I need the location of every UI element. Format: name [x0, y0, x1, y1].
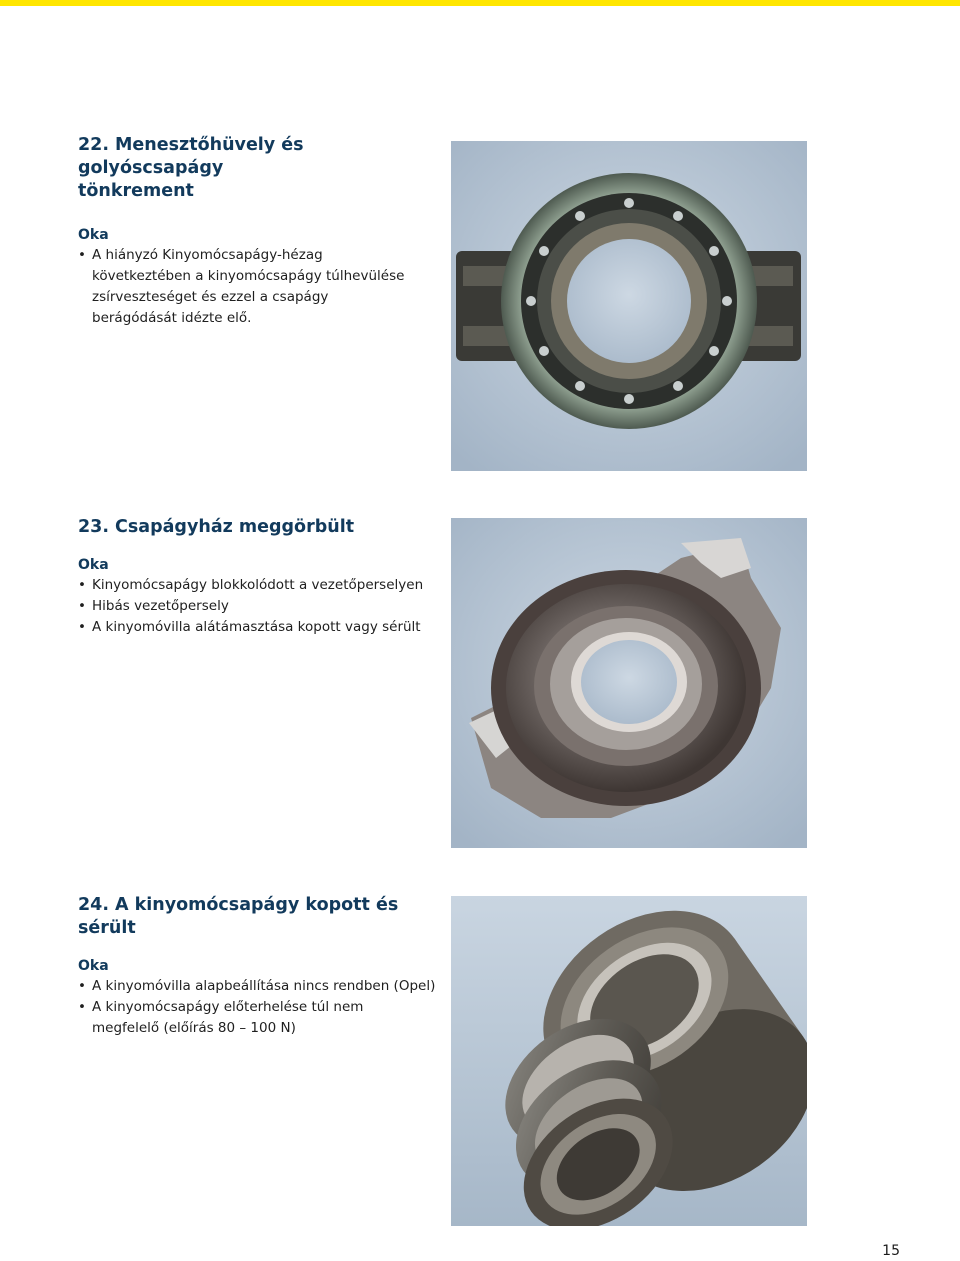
section-22-title-line1: Menesztőhüvely és golyóscsapágy: [78, 135, 304, 178]
section-23: [78, 516, 438, 638]
section-24-title-line1: A kinyomócsapágy kopott és sérült: [78, 895, 399, 938]
page-number: 15: [882, 1243, 900, 1259]
section-24-bullets: [78, 976, 448, 1039]
section-23-cause-label: Oka: [78, 557, 109, 573]
section-23-bullets: [78, 575, 438, 638]
bearing-with-balls-image: [451, 141, 807, 471]
section-23-number: 23.: [78, 517, 110, 537]
section-24-number: 24.: [78, 895, 110, 915]
worn-bearing-photo: [451, 896, 807, 1226]
section-23-title: [78, 516, 438, 539]
section-22-bullet-1: • A hiányzó Kinyomócsapágy-hézag következtében a kinyomócsapágy túlhevülése zsírveszteséget és ezzel a csapágy berágódását idézte elő.: [78, 245, 412, 329]
section-22-cause-label: Oka: [78, 227, 109, 243]
section-23-bullet-3: • A kinyomóvilla alátámasztása kopott vagy sérült: [78, 617, 438, 638]
section-22-number: 22.: [78, 135, 110, 155]
section-24-bullet-2: • A kinyomócsapágy előterhelése túl nem megfelelő (előírás 80 – 100 N): [78, 997, 412, 1039]
section-23-bullet-1: • Kinyomócsapágy blokkolódott a vezetőperselyen: [78, 575, 438, 596]
section-22-title-line2: tönkrement: [78, 181, 194, 201]
section-24: [78, 894, 448, 1039]
section-24-title: [78, 894, 448, 940]
bent-bearing-housing-photo: [451, 518, 807, 848]
section-23-bullet-2: • Hibás vezetőpersely: [78, 596, 438, 617]
section-24-bullet-1: • A kinyomóvilla alapbeállítása nincs rendben (Opel): [78, 976, 448, 997]
section-22: [78, 134, 438, 329]
bent-bearing-housing-image: [451, 518, 807, 848]
bearing-with-balls-photo: [451, 141, 807, 471]
section-24-cause-label: Oka: [78, 958, 109, 974]
top-accent-bar: [0, 0, 960, 6]
section-22-title: [78, 134, 438, 203]
section-23-title-line1: Csapágyház meggörbült: [115, 517, 355, 537]
worn-bearing-image: [451, 896, 807, 1226]
section-22-bullets: [78, 245, 438, 329]
